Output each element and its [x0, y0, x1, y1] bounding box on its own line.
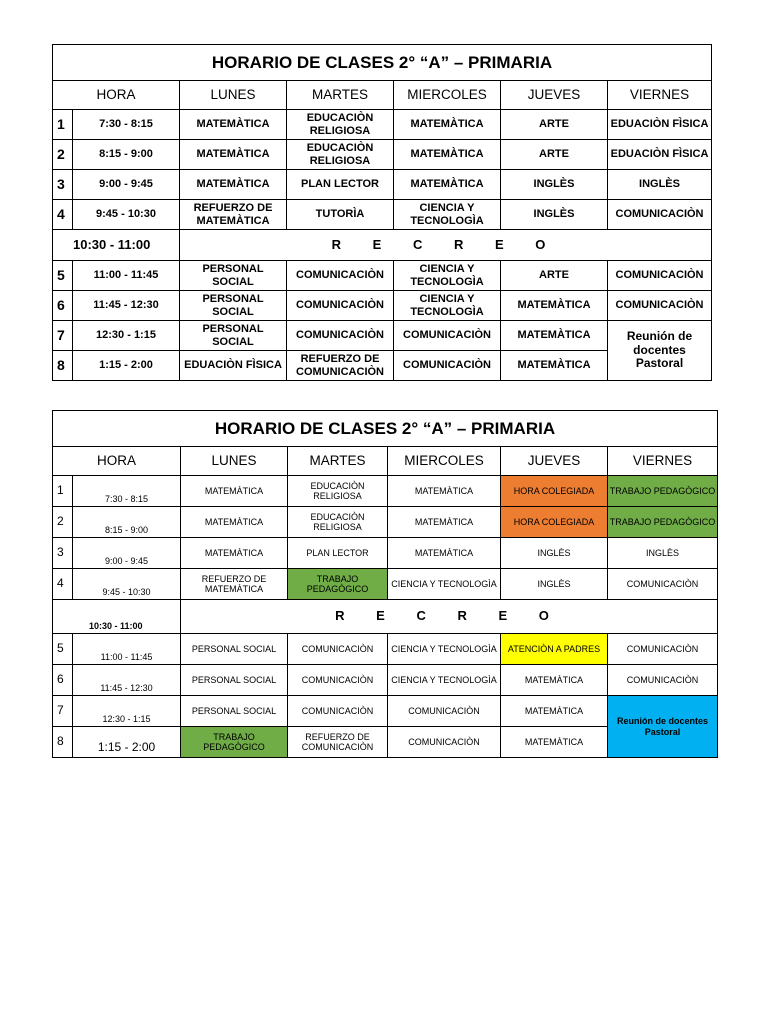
- class-cell: ARTE: [501, 261, 608, 291]
- class-cell: PLAN LECTOR: [288, 538, 388, 569]
- trabajo-pedagogico-cell: TRABAJO PEDAGÒGICO: [181, 727, 288, 758]
- period-number: 3: [53, 538, 73, 569]
- table-row: [53, 291, 712, 321]
- class-cell: COMUNICACIÒN: [608, 200, 712, 230]
- header-martes: MARTES: [287, 81, 394, 110]
- period-time: 9:45 - 10:30: [73, 569, 181, 600]
- class-cell: COMUNICACIÒN: [388, 727, 501, 758]
- period-number: 1: [53, 110, 73, 140]
- class-cell: COMUNICACIÒN: [608, 291, 712, 321]
- trabajo-pedagogico-cell: TRABAJO PEDAGÒGICO: [288, 569, 388, 600]
- class-cell: MATEMÀTICA: [501, 351, 608, 381]
- class-cell: PERSONAL SOCIAL: [181, 696, 288, 727]
- table-row: [53, 261, 712, 291]
- class-cell: COMUNICACIÒN: [608, 261, 712, 291]
- table-row: [53, 110, 712, 140]
- class-cell: ARTE: [501, 110, 608, 140]
- header-martes: MARTES: [288, 447, 388, 476]
- trabajo-pedagogico-cell: TRABAJO PEDAGÒGICO: [608, 476, 718, 507]
- header-jueves: JUEVES: [501, 447, 608, 476]
- reunion-docentes-cell: Reunión de docentes Pastoral: [608, 321, 712, 381]
- table-row: [53, 476, 718, 507]
- recreo-label: R E C R E O: [180, 230, 712, 261]
- table-row: [53, 170, 712, 200]
- table-row: [53, 569, 718, 600]
- class-cell: COMUNICACIÒN: [288, 665, 388, 696]
- class-cell: MATEMÀTICA: [181, 507, 288, 538]
- period-number: 4: [53, 200, 73, 230]
- class-cell: TUTORÌA: [287, 200, 394, 230]
- table-row: [53, 696, 718, 727]
- class-cell: EDUCACIÒN RELIGIOSA: [287, 110, 394, 140]
- class-cell: CIENCIA Y TECNOLOGÌA: [388, 665, 501, 696]
- period-number: 1: [53, 476, 73, 507]
- table-row: [53, 507, 718, 538]
- header-lunes: LUNES: [180, 81, 287, 110]
- header-row: [53, 447, 718, 476]
- class-cell: INGLÈS: [501, 200, 608, 230]
- schedule-table-2: [52, 410, 718, 758]
- class-cell: PERSONAL SOCIAL: [180, 321, 287, 351]
- class-cell: CIENCIA Y TECNOLOGÌA: [394, 200, 501, 230]
- header-viernes: VIERNES: [608, 81, 712, 110]
- class-cell: EDUCACIÒN RELIGIOSA: [288, 507, 388, 538]
- class-cell: EDUCACIÒN RELIGIOSA: [287, 140, 394, 170]
- period-number: 8: [53, 351, 73, 381]
- class-cell: MATEMÀTICA: [501, 696, 608, 727]
- class-cell: CIENCIA Y TECNOLOGÌA: [394, 261, 501, 291]
- period-time: 7:30 - 8:15: [73, 110, 180, 140]
- period-number: 4: [53, 569, 73, 600]
- period-time: 11:45 - 12:30: [73, 665, 181, 696]
- class-cell: INGLÈS: [501, 170, 608, 200]
- header-hora: HORA: [53, 81, 180, 110]
- period-time: 9:00 - 9:45: [73, 170, 180, 200]
- class-cell: COMUNICACIÒN: [394, 351, 501, 381]
- class-cell: COMUNICACIÒN: [608, 665, 718, 696]
- recreo-row: [53, 600, 718, 634]
- hora-colegiada-cell: HORA COLEGIADA: [501, 476, 608, 507]
- class-cell: COMUNICACIÒN: [608, 634, 718, 665]
- class-cell: REFUERZO DE MATEMÀTICA: [181, 569, 288, 600]
- reunion-docentes-cell: Reunión de docentes Pastoral: [608, 696, 718, 758]
- class-cell: INGLÈS: [501, 569, 608, 600]
- period-time: 1:15 - 2:00: [73, 351, 180, 381]
- class-cell: MATEMÀTICA: [180, 110, 287, 140]
- table-row: [53, 538, 718, 569]
- period-time: 9:00 - 9:45: [73, 538, 181, 569]
- period-number: 3: [53, 170, 73, 200]
- header-lunes: LUNES: [181, 447, 288, 476]
- class-cell: MATEMÀTICA: [394, 170, 501, 200]
- trabajo-pedagogico-cell: TRABAJO PEDAGÒGICO: [608, 507, 718, 538]
- header-row: [53, 81, 712, 110]
- period-time: 7:30 - 8:15: [73, 476, 181, 507]
- class-cell: MATEMÀTICA: [501, 321, 608, 351]
- class-cell: MATEMÀTICA: [388, 538, 501, 569]
- period-number: 6: [53, 291, 73, 321]
- period-number: 5: [53, 261, 73, 291]
- header-miercoles: MIERCOLES: [388, 447, 501, 476]
- class-cell: COMUNICACIÒN: [288, 696, 388, 727]
- class-cell: MATEMÀTICA: [181, 538, 288, 569]
- header-jueves: JUEVES: [501, 81, 608, 110]
- class-cell: ARTE: [501, 140, 608, 170]
- period-time: 8:15 - 9:00: [73, 507, 181, 538]
- class-cell: MATEMÀTICA: [501, 727, 608, 758]
- header-viernes: VIERNES: [608, 447, 718, 476]
- class-cell: COMUNICACIÒN: [287, 291, 394, 321]
- table-row: [53, 200, 712, 230]
- class-cell: REFUERZO DE MATEMÀTICA: [180, 200, 287, 230]
- hora-colegiada-cell: HORA COLEGIADA: [501, 507, 608, 538]
- class-cell: MATEMÀTICA: [388, 476, 501, 507]
- period-number: 7: [53, 321, 73, 351]
- class-cell: MATEMÀTICA: [180, 170, 287, 200]
- period-number: 5: [53, 634, 73, 665]
- period-time: 11:45 - 12:30: [73, 291, 180, 321]
- class-cell: CIENCIA Y TECNOLOGÌA: [394, 291, 501, 321]
- header-miercoles: MIERCOLES: [394, 81, 501, 110]
- table-row: [53, 665, 718, 696]
- class-cell: COMUNICACIÒN: [288, 634, 388, 665]
- class-cell: PERSONAL SOCIAL: [181, 634, 288, 665]
- class-cell: MATEMÀTICA: [388, 507, 501, 538]
- class-cell: INGLÈS: [501, 538, 608, 569]
- class-cell: PERSONAL SOCIAL: [180, 291, 287, 321]
- recreo-label: R E C R E O: [181, 600, 718, 634]
- period-time: 9:45 - 10:30: [73, 200, 180, 230]
- class-cell: EDUACIÒN FÌSICA: [180, 351, 287, 381]
- class-cell: EDUACIÒN FÌSICA: [608, 140, 712, 170]
- period-time: 12:30 - 1:15: [73, 321, 180, 351]
- class-cell: REFUERZO DE COMUNICACIÒN: [287, 351, 394, 381]
- recreo-time: 10:30 - 11:00: [53, 600, 181, 634]
- period-number: 7: [53, 696, 73, 727]
- recreo-row: [53, 230, 712, 261]
- period-time: 11:00 - 11:45: [73, 634, 181, 665]
- table-row: [53, 140, 712, 170]
- schedule-title: HORARIO DE CLASES 2° “A” – PRIMARIA: [53, 411, 718, 447]
- period-time: 1:15 - 2:00: [73, 727, 181, 758]
- table-row: [53, 321, 712, 351]
- class-cell: REFUERZO DE COMUNICACIÒN: [288, 727, 388, 758]
- period-number: 2: [53, 507, 73, 538]
- class-cell: CIENCIA Y TECNOLOGÌA: [388, 634, 501, 665]
- class-cell: MATEMÀTICA: [181, 476, 288, 507]
- period-number: 2: [53, 140, 73, 170]
- period-number: 8: [53, 727, 73, 758]
- schedule-title: HORARIO DE CLASES 2° “A” – PRIMARIA: [53, 45, 712, 81]
- class-cell: COMUNICACIÒN: [287, 321, 394, 351]
- class-cell: PERSONAL SOCIAL: [180, 261, 287, 291]
- class-cell: INGLÈS: [608, 170, 712, 200]
- class-cell: COMUNICACIÒN: [287, 261, 394, 291]
- header-hora: HORA: [53, 447, 181, 476]
- class-cell: EDUACIÒN FÌSICA: [608, 110, 712, 140]
- table-row: [53, 634, 718, 665]
- period-time: 11:00 - 11:45: [73, 261, 180, 291]
- class-cell: MATEMÀTICA: [180, 140, 287, 170]
- class-cell: PLAN LECTOR: [287, 170, 394, 200]
- class-cell: INGLÈS: [608, 538, 718, 569]
- period-time: 8:15 - 9:00: [73, 140, 180, 170]
- class-cell: COMUNICACIÒN: [608, 569, 718, 600]
- schedule-table-1: [52, 44, 712, 381]
- class-cell: MATEMÀTICA: [501, 291, 608, 321]
- class-cell: PERSONAL SOCIAL: [181, 665, 288, 696]
- class-cell: COMUNICACIÒN: [394, 321, 501, 351]
- class-cell: MATEMÀTICA: [501, 665, 608, 696]
- class-cell: COMUNICACIÒN: [388, 696, 501, 727]
- class-cell: CIENCIA Y TECNOLOGÌA: [388, 569, 501, 600]
- atencion-padres-cell: ATENCIÒN A PADRES: [501, 634, 608, 665]
- recreo-time: 10:30 - 11:00: [53, 230, 180, 261]
- class-cell: MATEMÀTICA: [394, 110, 501, 140]
- period-number: 6: [53, 665, 73, 696]
- class-cell: EDUCACIÒN RELIGIOSA: [288, 476, 388, 507]
- period-time: 12:30 - 1:15: [73, 696, 181, 727]
- class-cell: MATEMÀTICA: [394, 140, 501, 170]
